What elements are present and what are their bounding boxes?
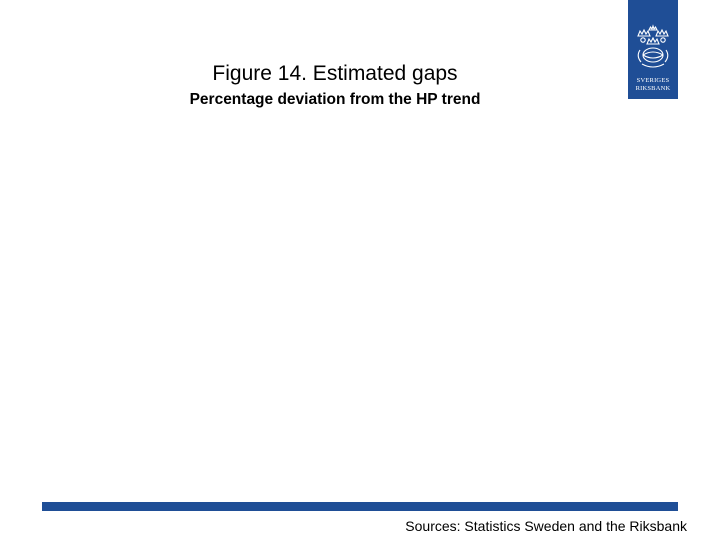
- logo-text-sveriges: SVERIGES: [636, 77, 670, 84]
- footer-bar: [42, 502, 678, 511]
- riksbank-logo: [628, 0, 678, 99]
- crown-crest-icon: [628, 0, 678, 76]
- logo-text-riksbank: RIKSBANK: [635, 85, 671, 92]
- sources-note: Sources: Statistics Sweden and the Riksbank: [405, 518, 687, 534]
- figure-title: Figure 14. Estimated gaps: [212, 62, 458, 85]
- figure-subtitle: Percentage deviation from the HP trend: [189, 91, 481, 108]
